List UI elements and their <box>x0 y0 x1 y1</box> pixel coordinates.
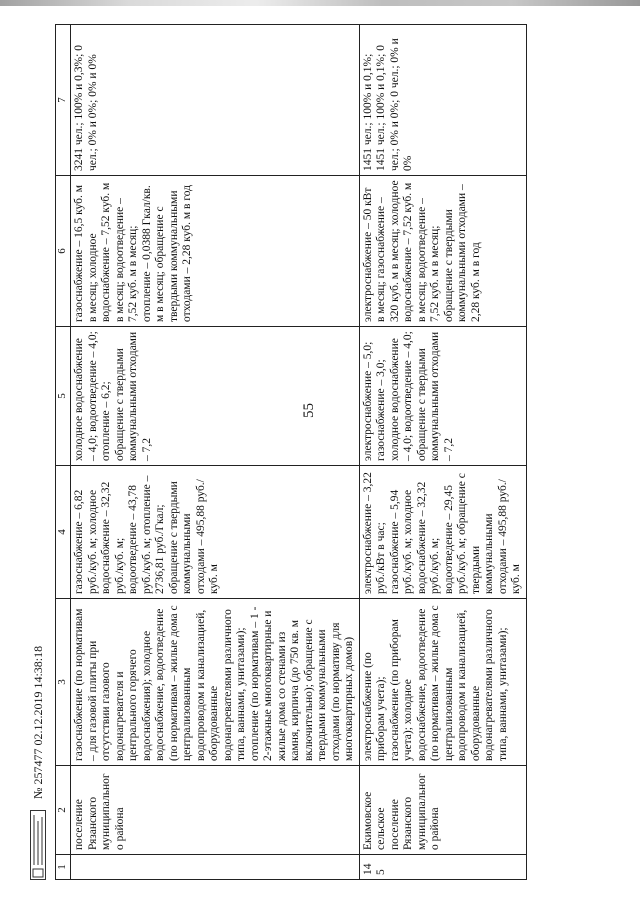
tariff-table <box>55 24 527 880</box>
table-header-row <box>56 25 71 880</box>
tariffs-cell: газоснабжение – 6,82 руб./куб. м; холодное водоснабжение – 32,32 руб./куб. м; водоотведение – 43,78 руб./куб. м; отопление – 2736,81 руб./Гкал; обращение с твердыми коммунальными отходами – 495,88 руб./куб. м <box>71 466 360 599</box>
municipality-cell: Екимовское сельское поселение Рязанского муниципального района <box>359 766 526 855</box>
volumes-cell: газоснабжение – 16,5 куб. м в месяц; холодное водоснабжение – 7,52 куб. м в месяц; водоотведение – 7,52 куб. м в месяц; отопление – 0,0388 Гкал/кв. м в месяц; обращение с твердыми коммунальными отходами – 2,28 куб. м в год <box>71 176 360 327</box>
growth-cell: электроснабжение – 5,0; газоснабжение – 3,0; холодное водоснабжение – 4,0; водоотведение – 4,0; обращение с твердыми коммунальными отходами – 7,2 <box>359 327 526 466</box>
table-row <box>359 25 526 880</box>
growth-cell: холодное водоснабжение – 4,0; водоотведение – 4,0; отопление – 6,2; обращение с твердыми коммунальными отходами – 7,2 <box>71 327 360 466</box>
header-cell-1: 1 <box>56 855 71 880</box>
services-cell: электроснабжение (по приборам учета); газоснабжение (по приборам учета); холодное водоснабжение, водоотведение (по нормативам – жилые дома с централизованным водопроводом и канализацией, оборудованные водонагревателями различного типа, ваннами, унитазами); <box>359 599 526 766</box>
header-cell-4: 4 <box>56 466 71 599</box>
header-cell-2: 2 <box>56 766 71 855</box>
population-cell: 1451 чел.; 100% и 0,1%; 1451 чел.; 100% и 0,1%; 0 чел.; 0% и 0%; 0 чел.; 0% и 0% <box>359 25 526 176</box>
page-number: 55 <box>301 403 317 418</box>
stamp-text: 257477 02.12.2019 14:38:18 <box>30 645 45 785</box>
row-number <box>71 855 360 880</box>
volumes-cell: электроснабжение – 50 кВт в месяц; газоснабжение – 320 куб. м в месяц; холодное водоснабжение – 7,52 куб. м в месяц; водоотведение – 7,52 куб. м в месяц; обращение с твердыми коммунальными отходами – 2,28 куб. м в год <box>359 176 526 327</box>
table-row <box>71 25 360 880</box>
header-cell-7: 7 <box>56 25 71 176</box>
tariffs-cell: электроснабжение – 3,22 руб./кВт в час; газоснабжение – 5,94 руб./куб. м; холодное водоснабжение – 32,32 руб./куб. м; водоотведение – 29,45 руб./куб. м; обращение с твердыми коммунальными отходами – 495,88 руб./куб. м <box>359 466 526 599</box>
stamp-prefix: № <box>30 787 45 799</box>
registration-stamp <box>30 646 46 880</box>
header-cell-6: 6 <box>56 176 71 327</box>
header-cell-3: 3 <box>56 599 71 766</box>
header-cell-5: 5 <box>56 327 71 466</box>
population-cell: 3241 чел.; 100% и 0,3%; 0 чел.; 0% и 0%; 0% и 0% <box>71 25 360 176</box>
services-cell: газоснабжение (по нормативам – для газовой плиты при отсутствии газового водонагревателя и центрального горячего водоснабжения); холодное водоснабжение, водоотведение (по нормативам – жилые дома с централизованным водопроводом и канализацией, оборудованные водонагревателями различного типа, ваннами, унитазами); отопление (по нормативам – 1 - 2-этажные многоквартирные и жилые дома со стенами из камня, кирпича (до 750 кв. м включительно); обращение с твердыми коммунальными отходами (по нормативу для многоквартирных домов) <box>71 599 360 766</box>
scan-edge-artifact <box>0 0 640 6</box>
tariff-table-rotated <box>55 38 522 880</box>
row-number: 145 <box>359 855 526 880</box>
stamp-logo <box>30 810 46 880</box>
municipality-cell: поселение Рязанского муниципального района <box>71 766 360 855</box>
